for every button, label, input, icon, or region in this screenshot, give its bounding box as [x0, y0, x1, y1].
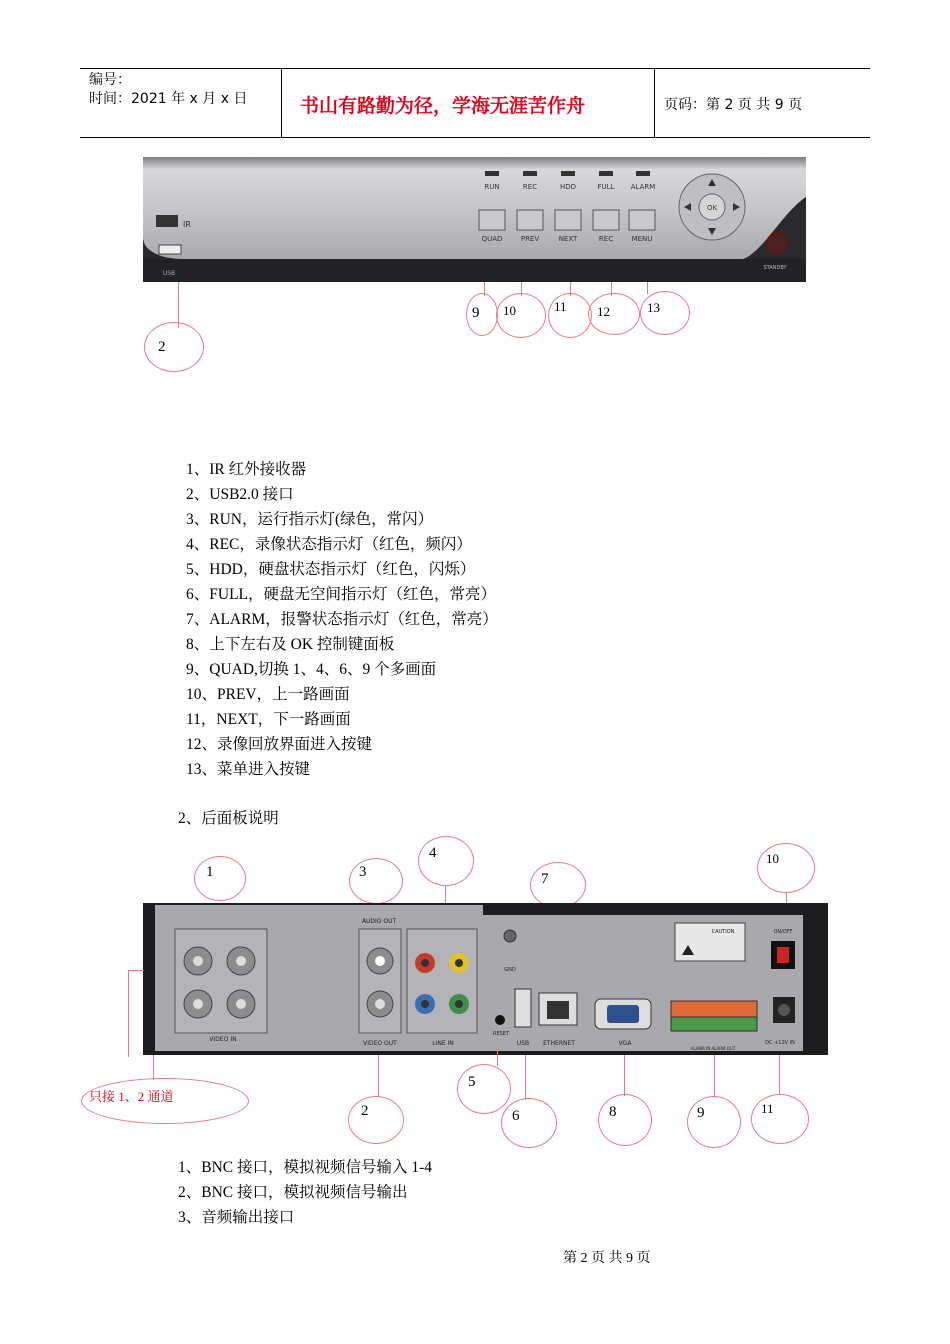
- ir-label: IR: [183, 220, 191, 229]
- alarm-label: ALARM IN ALARM OUT: [690, 1046, 736, 1051]
- video-out-label: VIDEO OUT: [363, 1040, 397, 1047]
- header-meta: [89, 71, 247, 109]
- list-item: 12、录像回放界面进入按键: [186, 736, 373, 753]
- callout-circle: [588, 293, 640, 335]
- callout-leader: [445, 886, 446, 904]
- indicator-run: RUN: [484, 183, 500, 191]
- indicator-alarm: ALARM: [630, 183, 656, 191]
- callout-leader: [624, 1055, 625, 1096]
- caution-label: CAUTION: [711, 929, 735, 935]
- callout-5: 5: [468, 1074, 476, 1090]
- callout-leader: [714, 1055, 715, 1097]
- callout-9: 9: [472, 305, 480, 321]
- list-item: 1、IR 红外接收器: [186, 461, 307, 478]
- ethernet-label: ETHERNET: [543, 1040, 575, 1047]
- callout-3: 3: [359, 864, 367, 880]
- callout-11: 11: [761, 1101, 774, 1116]
- usb-port-label: USB: [516, 1040, 530, 1047]
- list-item: 8、上下左右及 OK 控制键面板: [186, 636, 395, 653]
- callout-13: 13: [647, 300, 660, 315]
- callout-7: 7: [541, 871, 549, 887]
- callout-circle: [348, 1096, 404, 1144]
- callout-circle: [194, 856, 246, 901]
- callout-leader: [128, 970, 129, 1057]
- callout-10: 10: [766, 851, 779, 866]
- callout-1: 1: [206, 864, 214, 880]
- front-panel-list: [186, 457, 498, 782]
- indicator-rec: REC: [522, 183, 538, 191]
- button-prev-label: PREV: [520, 235, 540, 243]
- button-rec-label: REC: [598, 235, 614, 243]
- rear-panel-image: [143, 903, 828, 1055]
- on-off-label: ON/OFF: [773, 929, 793, 935]
- indicator-full: FULL: [597, 183, 615, 191]
- dc-label: DC +12V IN: [765, 1040, 795, 1046]
- callout-circle: [687, 1096, 741, 1148]
- rear-panel-heading: [178, 806, 279, 831]
- header-number: 编号：: [89, 72, 131, 88]
- vga-label: VGA: [618, 1040, 632, 1047]
- callout-circle: [457, 1064, 511, 1114]
- callout-leader: [525, 1055, 526, 1100]
- line-in-label: LINE IN: [432, 1040, 454, 1047]
- list-item: 3、音频输出接口: [178, 1209, 295, 1226]
- button-next-label: NEXT: [558, 235, 578, 243]
- header-divider: [281, 69, 282, 137]
- list-item: 4、REC，录像状态指示灯（红色，频闪）: [186, 536, 472, 553]
- callout-leader: [647, 282, 648, 294]
- callout-circle: [598, 1094, 652, 1146]
- rear-panel-list: [178, 1155, 432, 1230]
- indicator-hdd: HDD: [559, 183, 577, 191]
- callout-12: 12: [597, 304, 610, 319]
- standby-label: STANDBY: [763, 265, 787, 271]
- list-item: 3、RUN，运行指示灯(绿色，常闪）: [186, 511, 434, 528]
- page-header: [80, 68, 870, 138]
- callout-2: 2: [158, 339, 166, 355]
- callout-leader: [153, 1055, 154, 1080]
- list-item: 10、PREV，上一路画面: [186, 686, 350, 703]
- list-item: 13、菜单进入按键: [186, 761, 311, 778]
- usb-label: USB: [162, 270, 176, 277]
- list-item: 9、QUAD,切换 1、4、6、9 个多画面: [186, 661, 437, 678]
- video-in-label: VIDEO IN: [209, 1036, 237, 1043]
- callout-2: 2: [361, 1103, 369, 1119]
- list-item: 2、USB2.0 接口: [186, 486, 294, 503]
- callout-6: 6: [512, 1108, 520, 1124]
- page-footer: 第 2 页 共 9 页: [563, 1251, 651, 1266]
- callout-circle: [418, 836, 474, 886]
- header-time: 时间：2021 年 x 月 x 日: [89, 91, 248, 107]
- list-item: 6、FULL，硬盘无空间指示灯（红色，常亮）: [186, 586, 497, 603]
- section-heading: 2、后面板说明: [178, 810, 279, 827]
- callout-leader: [378, 1055, 379, 1097]
- callout-leader: [779, 1055, 780, 1095]
- callout-circle: [466, 293, 498, 336]
- callout-8: 8: [609, 1104, 617, 1120]
- callout-circle: [751, 1094, 809, 1144]
- callout-10: 10: [503, 303, 516, 318]
- callout-leader: [128, 970, 144, 971]
- header-page-info: 页码：第 2 页 共 9 页: [664, 97, 803, 113]
- header-slogan: 书山有路勤为径，学海无涯苦作舟: [300, 95, 586, 117]
- list-item: 5、HDD，硬盘状态指示灯（红色，闪烁）: [186, 561, 476, 578]
- callout-leader: [178, 282, 179, 328]
- list-item: 2、BNC 接口，模拟视频信号输出: [178, 1184, 408, 1201]
- list-item: 7、ALARM，报警状态指示灯（红色，常亮）: [186, 611, 498, 628]
- callout-circle: [501, 1098, 557, 1148]
- callout-circle: [530, 862, 586, 908]
- callout-circle: [144, 322, 204, 372]
- callout-leader: [497, 1048, 498, 1066]
- callout-circle: [349, 858, 403, 904]
- reset-label: RESET: [492, 1031, 510, 1037]
- list-item: 1、BNC 接口，模拟视频信号输入 1-4: [178, 1159, 433, 1176]
- front-panel-image: [143, 157, 806, 282]
- gnd-label: GND: [504, 967, 516, 973]
- audio-out-label: AUDIO OUT: [361, 918, 397, 925]
- button-menu-label: MENU: [631, 235, 653, 243]
- header-divider: [654, 69, 655, 137]
- callout-11: 11: [554, 299, 567, 314]
- ok-label: OK: [706, 204, 718, 212]
- channel-note: 只接 1、2 通道: [89, 1089, 174, 1104]
- button-quad-label: QUAD: [481, 235, 503, 243]
- callout-4: 4: [429, 845, 437, 861]
- ir-window: [156, 215, 178, 227]
- callout-9: 9: [697, 1105, 705, 1121]
- list-item: 11，NEXT，下一路画面: [186, 711, 351, 728]
